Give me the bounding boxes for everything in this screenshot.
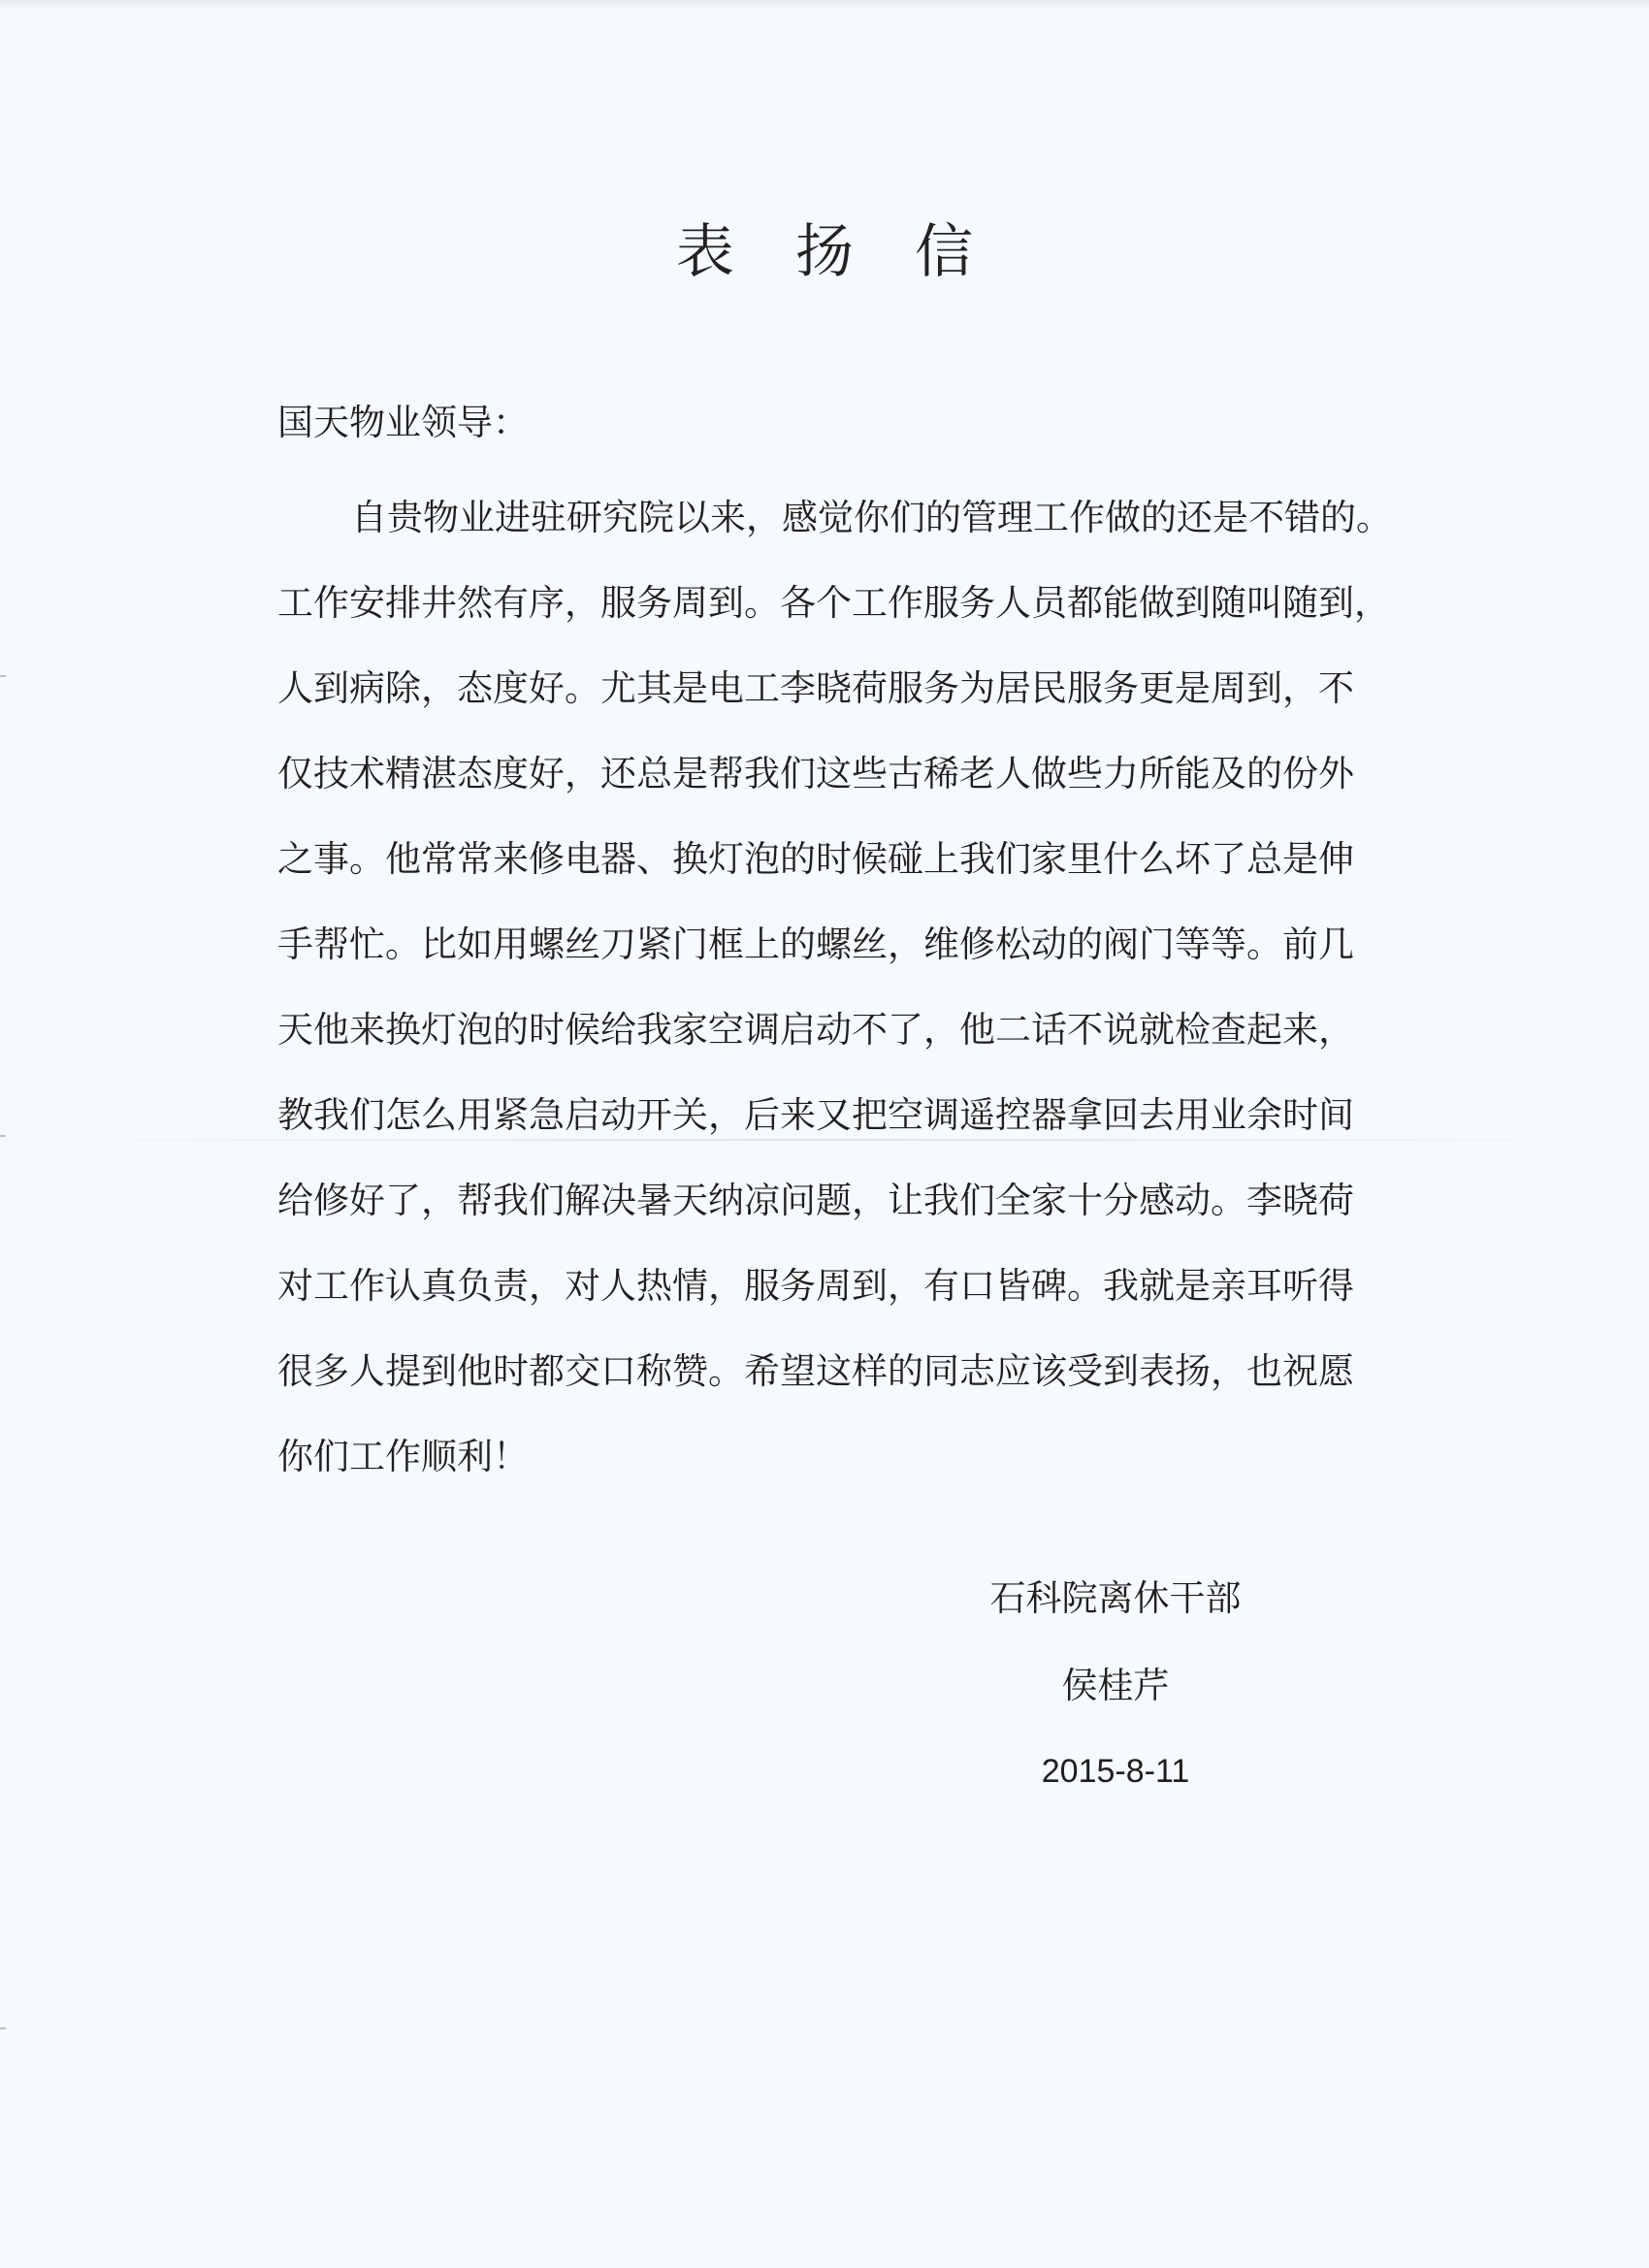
signature-block	[970, 1571, 1261, 1798]
body-line: 工作安排井然有序，服务周到。各个工作服务人员都能做到随叫随到，	[277, 582, 1390, 624]
signature-date: 2015-8-11	[1041, 1753, 1190, 1790]
body-line: 手帮忙。比如用螺丝刀紧门框上的螺丝，维修松动的阀门等等。前几	[277, 923, 1354, 965]
margin-mark	[0, 675, 6, 677]
body-line: 人到病除，态度好。尤其是电工李晓荷服务为居民服务更是周到，不	[277, 667, 1354, 709]
signature-organization: 石科院离休干部	[989, 1577, 1242, 1619]
body-line: 你们工作顺利！	[277, 1436, 529, 1477]
body-line: 给修好了，帮我们解决暑天纳凉问题，让我们全家十分感动。李晓荷	[277, 1180, 1354, 1221]
body-line: 自贵物业进驻研究院以来，感觉你们的管理工作做的还是不错的。	[351, 497, 1392, 538]
signature-name: 侯桂芹	[1061, 1665, 1170, 1706]
letter-title: 表 扬 信	[675, 218, 995, 286]
body-line: 对工作认真负责，对人热情，服务周到，有口皆碑。我就是亲耳听得	[277, 1265, 1354, 1307]
body-line: 之事。他常常来修电器、换灯泡的时候碰上我们家里什么坏了总是伸	[277, 838, 1354, 880]
body-line: 天他来换灯泡的时候给我家空调启动不了，他二话不说就检查起来，	[277, 1009, 1354, 1051]
scan-edge	[0, 0, 1649, 10]
body-line: 仅技术精湛态度好，还总是帮我们这些古稀老人做些力所能及的份外	[277, 753, 1354, 794]
margin-mark	[0, 2027, 6, 2029]
letter-salutation: 国天物业领导：	[277, 402, 529, 443]
body-line: 很多人提到他时都交口称赞。希望这样的同志应该受到表扬，也祝愿	[277, 1350, 1354, 1392]
letter-body	[277, 475, 1403, 1500]
body-line: 教我们怎么用紧急启动开关，后来又把空调遥控器拿回去用业余时间	[277, 1094, 1354, 1136]
margin-mark	[0, 1135, 6, 1137]
